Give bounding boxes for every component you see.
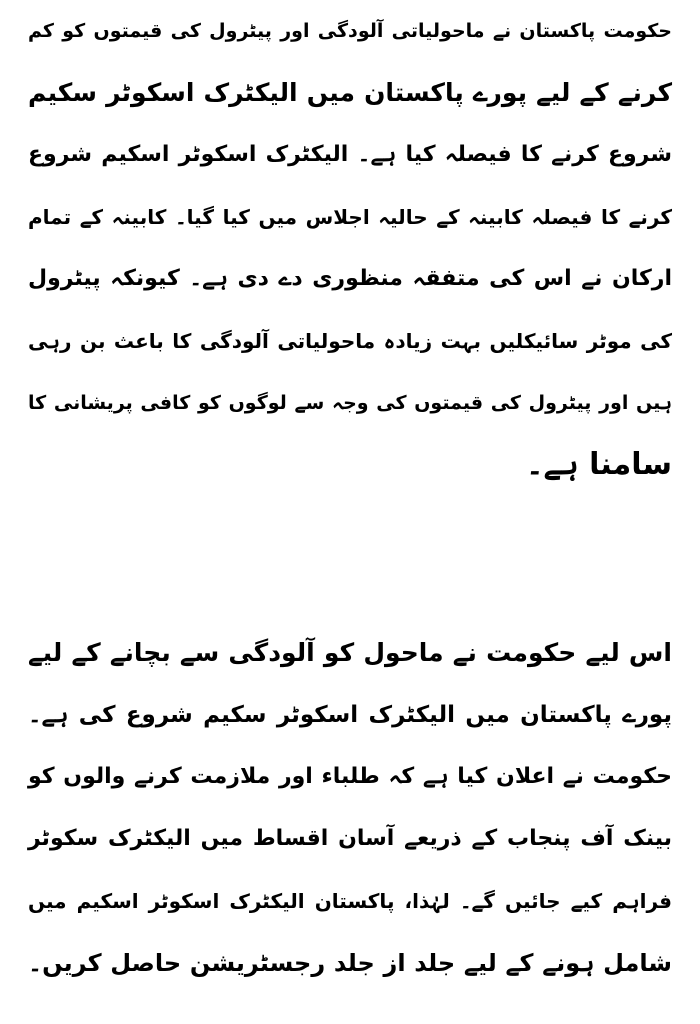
paragraph-line: سامنا ہے۔ (525, 447, 672, 482)
paragraph-line: اس لیے حکومت نے ماحول کو آلودگی سے بچانے کے لیے (28, 638, 672, 667)
paragraph-line: شامل ہونے کے لیے جلد از جلد رجسٹریشن حاصل کریں۔ (28, 949, 672, 977)
paragraph-line: کی موٹر سائیکلیں بہت زیادہ ماحولیاتی آلودگی کا باعث بن رہی (28, 329, 672, 353)
paragraph-1 (28, 0, 672, 496)
paragraph-line: پورے پاکستان میں الیکٹرک اسکوٹر سکیم شروع کی ہے۔ (28, 702, 672, 728)
paragraph-line: حکومت پاکستان نے ماحولیاتی آلودگی اور پیٹرول کی قیمتوں کو کم (28, 20, 672, 42)
paragraph-line: کرنے کا فیصلہ کابینہ کے حالیہ اجلاس میں کیا گیا۔ کابینہ کے تمام (28, 205, 672, 229)
paragraph-line: شروع کرنے کا فیصلہ کیا ہے۔ الیکٹرک اسکوٹر اسکیم شروع (28, 142, 672, 167)
paragraph-line: بینک آف پنجاب کے ذریعے آسان اقساط میں الیکٹرک سکوٹر (28, 826, 672, 851)
paragraph-line: فراہم کیے جائیں گے۔ لہٰذا، پاکستان الیکٹرک اسکوٹر اسکیم میں (28, 889, 672, 913)
paragraph-line: کرنے کے لیے پورے پاکستان میں الیکٹرک اسکوٹر سکیم (28, 78, 672, 107)
paragraph-line: ہیں اور پیٹرول کی قیمتوں کی وجہ سے لوگوں کو کافی پریشانی کا (28, 392, 672, 414)
paragraph-line: ارکان نے اس کی متفقہ منظوری دے دی ہے۔ کیونکہ پیٹرول (28, 266, 672, 291)
paragraph-line: حکومت نے اعلان کیا ہے کہ طلباء اور ملازمت کرنے والوں کو (28, 764, 672, 789)
paragraph-2 (28, 622, 672, 994)
